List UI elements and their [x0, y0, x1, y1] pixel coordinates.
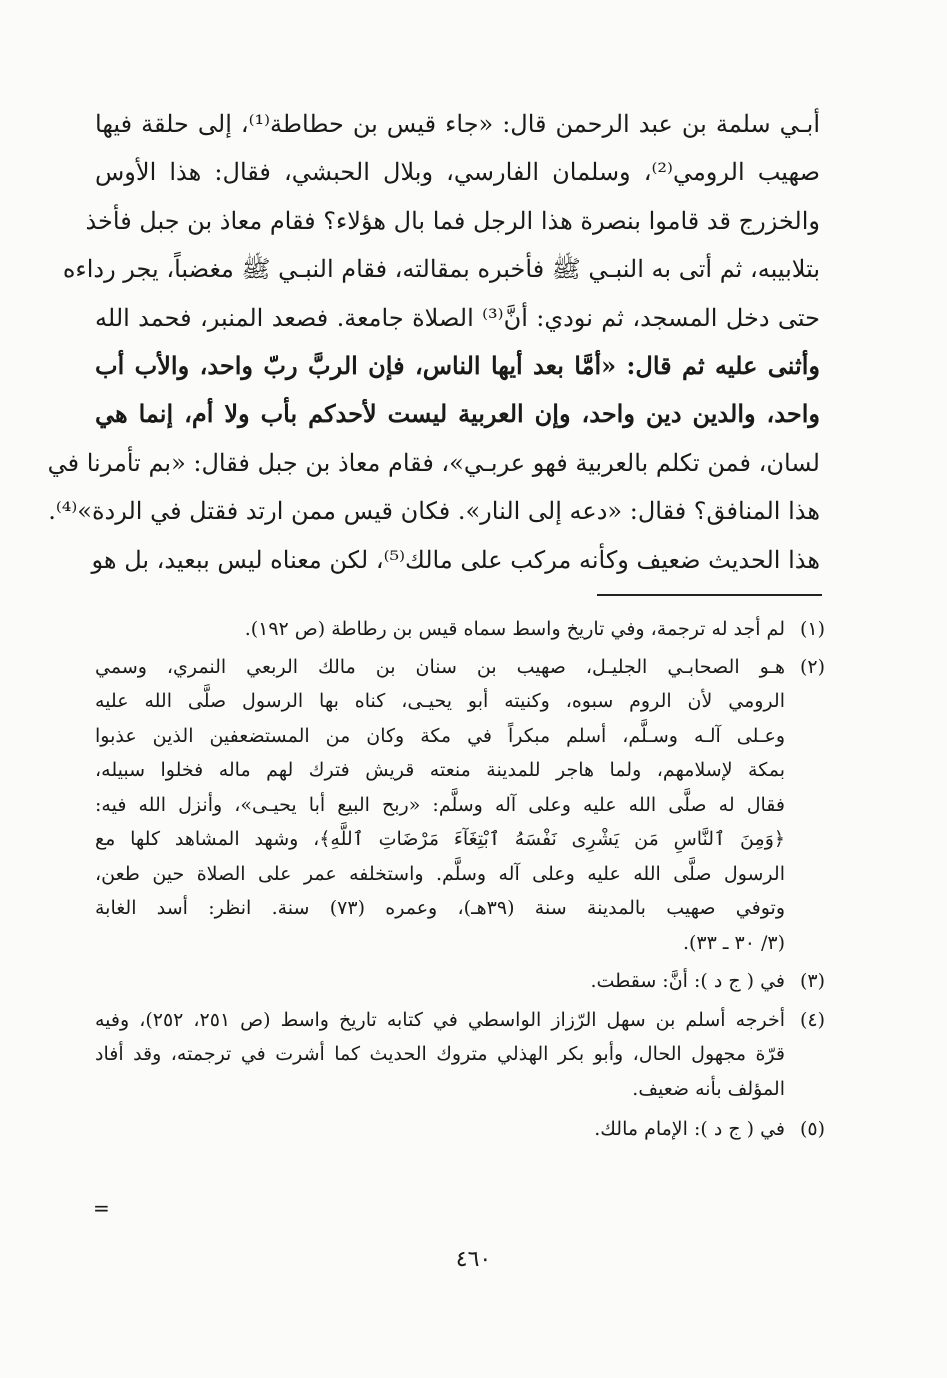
footnote-line: وتوفي صهيب بالمدينة سنة (٣٩هـ)، وعمره (٧٣) سنة. انظر: أسد الغابة [95, 897, 785, 919]
main-text-line: لسان، فمن تكلم بالعربية فهو عربـي»، فقام معاذ بن جبل فقال: «بم تأمرنا في [47, 448, 820, 477]
continuation-mark: = [93, 1196, 110, 1220]
main-text-line: أبـي سلمة بن عبد الرحمن قال: «جاء قيس بن حطاطة⁽¹⁾، إلى حلقة فيها [95, 110, 821, 138]
footnotes [95, 612, 825, 1147]
footnote-2 [95, 650, 825, 961]
footnote-line: في ( ج د ): أنَّ: سقطت. [590, 970, 785, 992]
main-text-line: واحد، والدين دين واحد، وإن العربية ليست لأحدكم بأب ولا أم، إنما هي [95, 399, 820, 429]
page-number: ٤٦٠ [455, 1247, 492, 1272]
footnote-number: (١) [799, 618, 825, 640]
footnote-3 [95, 964, 825, 999]
footnote-1 [95, 612, 825, 647]
footnote-number: (٢) [799, 655, 825, 678]
footnote-line: فقال له صلَّى الله عليه وعلى آله وسلَّم: «ربح البيع أبا يحيـى»، وأنزل الله فيه: [95, 793, 785, 816]
footnote-line: (٣/ ٣٠ ـ ٣٣). [682, 931, 785, 954]
footnote-number: (٣) [799, 970, 825, 992]
footnote-line: وعـلى آلـه وسـلَّم، أسلم مبكراً في مكة وكان من المستضعفين الذين عذبوا [95, 724, 785, 747]
main-text-line: والخزرج قد قاموا بنصرة هذا الرجل فما بال هؤلاء؟ فقام معاذ بن جبل فأخذ [85, 206, 820, 235]
footnote-line: الرسول صلَّى الله عليه وعلى آله وسلَّم. واستخلفه عمر على الصلاة حين طعن، [95, 862, 785, 885]
main-text-line: وأثنى عليه ثم قال: «أمَّا بعد أيها الناس، فإن الربَّ ربّ واحد، والأب أب [95, 351, 820, 381]
footnote-number: (٥) [799, 1118, 825, 1140]
footnote-line: المؤلف بأنه ضعيف. [632, 1077, 785, 1100]
footnote-4 [95, 1003, 825, 1107]
main-text-line: هذا المنافق؟ فقال: «دعه إلى النار». فكان قيس ممن ارتد فقتل في الردة»⁽⁴⁾. [48, 497, 820, 526]
footnote-line: بمكة لإسلامهم، ولما هاجر للمدينة منعته قريش فترك لهم ماله فخلوا سبيله، [95, 759, 785, 781]
footnote-line: قرّة مجهول الحال، وأبو بكر الهذلي متروك الحديث كما أشرت في ترجمته، وقد أفاد [95, 1043, 785, 1065]
main-text-line: بتلابيبه، ثم أتى به النبـي ﷺ فأخبره بمقالته، فقام النبـي ﷺ مغضباً، يجر رداءه [62, 255, 820, 284]
footnote-line: هـو الصحابـي الجليـل، صهيب بن سنان بن مالك الربعي النمري، وسمي [95, 655, 785, 678]
footnote-line: في ( ج د ): الإمام مالك. [594, 1118, 785, 1140]
footnote-number: (٤) [799, 1008, 825, 1031]
main-text-line: صهيب الرومي⁽²⁾، وسلمان الفارسي، وبلال الحبشي، فقال: هذا الأوس [95, 158, 820, 187]
footnote-5 [95, 1112, 825, 1147]
quran-verse-line: ﴿وَمِنَ ٱلنَّاسِ مَن يَشْرِى نَفْسَهُ ٱبْتِغَآءَ مَرْضَاتِ ٱللَّهِ﴾، وشهد المشاهد كلها مع [95, 828, 785, 850]
main-text-line: هذا الحديث ضعيف وكأنه مركب على مالك⁽⁵⁾، لكن معناه ليس ببعيد، بل هو [91, 545, 820, 574]
footnote-line: أخرجه أسلم بن سهل الرّزاز الواسطي في كتابه تاريخ واسط (ص ٢٥١، ٢٥٢)، وفيه [95, 1008, 786, 1031]
main-text [47, 100, 821, 584]
footnote-separator [597, 594, 822, 596]
main-text-line: حتى دخل المسجد، ثم نودي: أنَّ⁽³⁾ الصلاة جامعة. فصعد المنبر، فحمد الله [95, 303, 820, 332]
footnote-line: الرومي لأن الروم سبوه، وكنيته أبو يحيـى، كناه بها الرسول صلَّى الله عليه [95, 690, 785, 712]
footnote-line: لم أجد له ترجمة، وفي تاريخ واسط سماه قيس بن رطاطة (ص ١٩٢). [244, 618, 785, 640]
